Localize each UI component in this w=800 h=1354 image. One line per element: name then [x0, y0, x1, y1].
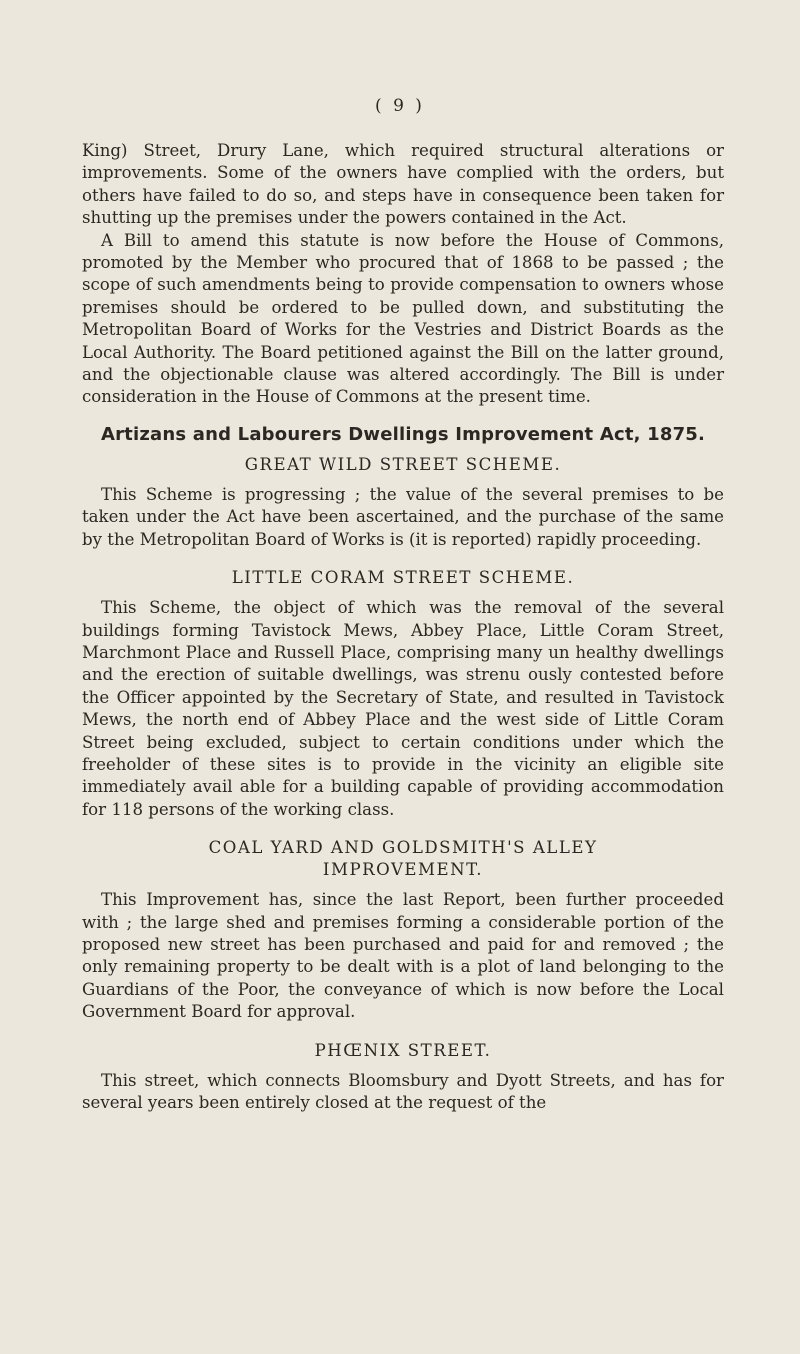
document-body [82, 96, 724, 1114]
paragraph-intro-2: A Bill to amend this statute is now before the House of Commons, promoted by the Member who procured that of 1868 to be passed ; the scope of such amendments being to provide compensation to owners whose premises should be ordered to be pulled down, and substituting the Metropolitan Board of Works for the Vestries and District Boards as the Local Authority. The Board petitioned against the Bill on the latter ground, and the objectionable clause was altered accordingly. The Bill is under consideration in the House of Commons at the present time. [82, 230, 724, 407]
paragraph-coal-yard: This Improvement has, since the last Report, been further proceeded with ; the large shed and premises forming a considerable portion of the proposed new street has been purchased and paid for and removed ; the only remaining property to be dealt with is a plot of land belonging to the Guardians of the Poor, the conveyance of which is now before the Local Government Board for approval. [82, 890, 724, 1022]
paragraph-phoenix-street: This street, which connects Bloomsbury and Dyott Streets, and has for several years been entirely closed at the request of the [82, 1070, 724, 1112]
coal-yard-heading-line-2: IMPROVEMENT. [322, 860, 484, 880]
little-coram-street-heading: LITTLE CORAM STREET SCHEME. [231, 568, 575, 588]
page-number: ( 9 ) [375, 96, 425, 116]
coal-yard-heading-line-1: COAL YARD AND GOLDSMITH'S ALLEY [208, 838, 598, 858]
paragraph-little-coram-street: This Scheme, the object of which was the removal of the several buildings forming Tavistock Mews, Abbey Place, Little Coram Street, Marchmont Place and Russell Place, comprising many un healthy dwellings and the erection of suitable dwellings, was strenu ously contested before the Officer appointed by the Secretary of State, and resulted in Tavistock Mews, the north end of Abbey Place and the west side of Little Coram Street being excluded, subject to certain conditions under which the freeholder of these sites is to provide in the vicinity an eligible site immediately avail able for a building capable of providing accommodation for 118 persons of the working class. [82, 598, 724, 819]
paragraph-intro-1: King) Street, Drury Lane, which required structural alterations or improvements. Some of the owners have complied with the orders, but others have failed to do so, and steps have in consequence been taken for shutting up the premises under the powers contained in the Act. [82, 141, 724, 228]
act-heading: Artizans and Labourers Dwellings Improvement Act, 1875. [100, 423, 706, 445]
phoenix-street-heading: PHŒNIX STREET. [314, 1040, 492, 1060]
great-wild-street-heading: GREAT WILD STREET SCHEME. [244, 454, 562, 474]
paragraph-great-wild-street: This Scheme is progressing ; the value of the several premises to be taken under the Act have been ascertained, and the purchase of the same by the Metropolitan Board of Works is (it is reported) rapidly proceeding. [82, 484, 724, 549]
